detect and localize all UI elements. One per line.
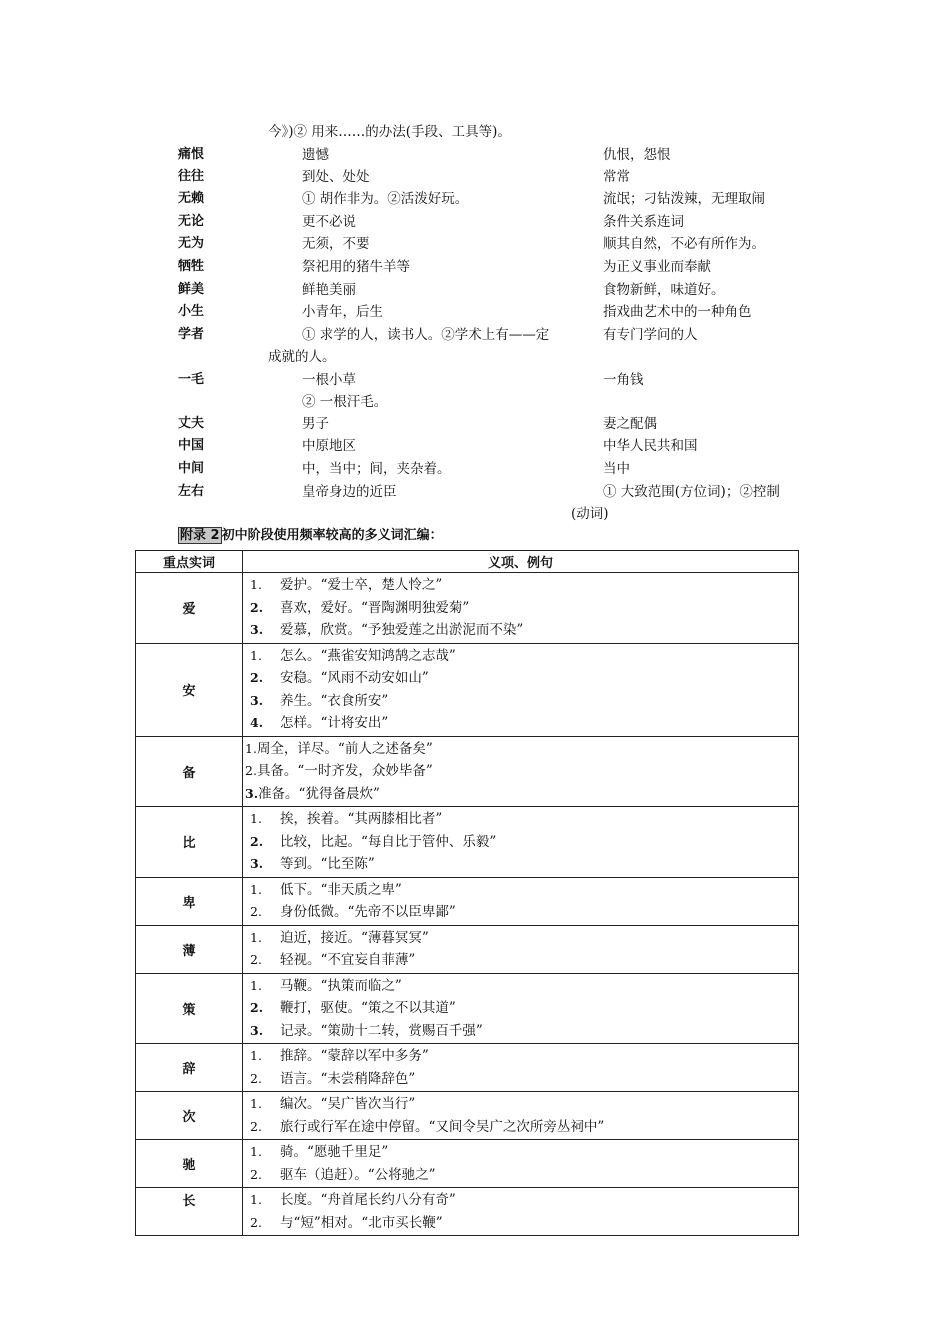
- sense-item: [250, 927, 798, 950]
- sense-number: 1.: [250, 647, 262, 663]
- sense-item: [250, 667, 798, 690]
- sense-number: 2.: [250, 1118, 262, 1134]
- sense-item: [250, 1212, 798, 1235]
- sense-item: [250, 1189, 798, 1212]
- key-word: 备: [136, 736, 243, 807]
- sense-text: 准备。“犹得备晨炊”: [258, 785, 380, 802]
- table-row: [136, 973, 799, 1044]
- sense-text: 长度。“舟首尾长约八分有奇”: [280, 1192, 456, 1208]
- vocab-word: 往往: [178, 169, 205, 184]
- key-word: 薄: [136, 925, 243, 973]
- sense-text: 具备。“一时齐发，众妙毕备”: [256, 763, 433, 779]
- sense-number: 1.: [250, 1192, 262, 1207]
- table-row: [136, 1092, 799, 1140]
- sense-number: 1.: [250, 881, 262, 897]
- vocab-word: 无论: [178, 214, 205, 229]
- vocab-new-meaning: 条件关系连词: [603, 214, 684, 230]
- sense-number: 3.: [250, 622, 264, 637]
- senses-cell: [243, 573, 799, 644]
- senses-cell: [243, 736, 799, 807]
- vocab-old-meaning: 今》)② 用来……的办法(手段、工具等)。: [268, 124, 511, 140]
- sense-text: 迫近，接近。“薄暮冥冥”: [280, 929, 429, 946]
- vocab-word: 学者: [178, 327, 205, 342]
- key-word: 长: [136, 1188, 243, 1236]
- sense-number: 4.: [250, 715, 264, 730]
- sense-number: 1.: [250, 1144, 262, 1159]
- table-row: [136, 877, 799, 925]
- sense-number: 1.: [250, 929, 262, 945]
- vocab-old-meaning-cont: 成就的人。: [268, 349, 336, 365]
- sense-text: 等到。“比至陈”: [280, 856, 375, 872]
- table-row: [136, 1140, 799, 1188]
- senses-cell: [243, 807, 799, 878]
- table-row: [136, 573, 799, 644]
- sense-item: [250, 831, 798, 854]
- sense-item: [245, 738, 798, 761]
- vocab-word: 中间: [178, 461, 205, 476]
- senses-cell: [243, 877, 799, 925]
- table-header-row: [136, 551, 799, 573]
- vocab-old-meaning: 小青年，后生: [302, 304, 383, 320]
- vocab-old-meaning: 中原地区: [302, 438, 356, 454]
- vocab-new-meaning: 食物新鲜，味道好。: [603, 282, 725, 298]
- sense-text: 养生。“衣食所安”: [280, 692, 389, 709]
- vocab-word: 左右: [178, 484, 205, 499]
- sense-text: 记录。“策勋十二转，赏赐百千强”: [280, 1022, 483, 1039]
- vocab-old-meaning: 到处、处处: [302, 169, 370, 185]
- vocab-new-meaning: 仇恨，怨恨: [603, 147, 671, 163]
- senses-cell: [243, 643, 799, 736]
- sense-item: [250, 1164, 798, 1187]
- sense-text: 骑。“愿驰千里足”: [280, 1144, 389, 1160]
- sense-text: 编次。“吴广皆次当行”: [280, 1096, 416, 1112]
- table-row: [136, 736, 799, 807]
- sense-text: 爱慕，欣赏。“予独爱莲之出淤泥而不染”: [280, 622, 524, 638]
- sense-text: 挨，挨着。“其两膝相比者”: [280, 811, 443, 827]
- vocab-new-meaning: 为正义事业而奉献: [603, 259, 711, 275]
- vocab-old-meaning: 一根小草: [302, 372, 356, 388]
- sense-number: 2.: [250, 1000, 264, 1015]
- vocab-word: 一毛: [178, 372, 205, 387]
- key-word: 次: [136, 1092, 243, 1140]
- sense-item: [250, 879, 798, 902]
- sense-text: 怎么。“燕雀安知鸿鹄之志哉”: [280, 647, 456, 664]
- vocab-word: 丈夫: [178, 416, 205, 431]
- sense-item: [250, 901, 798, 924]
- sense-text: 驱车（追赶）。“公将驰之”: [280, 1166, 436, 1183]
- vocab-old-meaning: 中，当中；间，夹杂着。: [302, 461, 451, 477]
- table-row: [136, 643, 799, 736]
- sense-text: 怎样。“计将安出”: [280, 715, 389, 731]
- sense-item: [245, 760, 798, 783]
- senses-cell: [243, 1188, 799, 1236]
- sense-item: [250, 597, 798, 620]
- sense-number: 2.: [250, 599, 264, 615]
- vocab-new-meaning: ① 大致范围(方位词)；②控制: [603, 484, 780, 500]
- key-word: 辞: [136, 1044, 243, 1092]
- vocab-old-meaning: 无须，不要: [302, 236, 370, 252]
- table-row: [136, 1044, 799, 1092]
- senses-cell: [243, 1044, 799, 1092]
- appendix-heading: [178, 527, 443, 545]
- sense-text: 推辞。“蒙辞以军中多务”: [280, 1048, 429, 1064]
- sense-item: [250, 949, 798, 972]
- vocab-old-meaning-cont: ② 一根汗毛。: [302, 394, 388, 410]
- sense-number: 1.: [250, 577, 262, 592]
- vocab-word: 无为: [178, 236, 205, 251]
- sense-number: 3.: [250, 856, 264, 871]
- sense-text: 爱护。“爱士卒，楚人怜之”: [280, 577, 443, 593]
- sense-text: 轻视。“不宜妄自菲薄”: [280, 952, 416, 968]
- sense-item: [245, 783, 798, 806]
- appendix-tag: 附录 2: [180, 528, 220, 543]
- sense-text: 低下。“非天质之卑”: [280, 881, 402, 898]
- sense-text: 语言。“未尝稍降辞色”: [280, 1070, 416, 1087]
- table-row: [136, 1188, 799, 1236]
- sense-item: [250, 1068, 798, 1091]
- vocab-old-meaning: 遗憾: [302, 147, 329, 163]
- sense-number: 2.: [250, 1214, 262, 1230]
- vocab-new-meaning: 妻之配偶: [603, 416, 657, 432]
- vocab-new-meaning: 当中: [603, 461, 630, 477]
- vocab-word: 小生: [178, 304, 205, 319]
- vocab-old-meaning: ① 求学的人，读书人。②学术上有——定: [302, 327, 550, 343]
- vocab-old-meaning: 男子: [302, 416, 329, 432]
- senses-cell: [243, 1140, 799, 1188]
- sense-number: 1.: [250, 811, 262, 826]
- sense-number: 1.: [250, 1048, 262, 1063]
- sense-item: [250, 853, 798, 876]
- sense-item: [250, 1020, 798, 1043]
- table-row: [136, 807, 799, 878]
- senses-cell: [243, 1092, 799, 1140]
- vocab-old-meaning: 鲜艳美丽: [302, 282, 356, 298]
- vocab-new-meaning: 有专门学问的人: [603, 327, 698, 343]
- senses-cell: [243, 973, 799, 1044]
- sense-number: 3.: [250, 692, 264, 708]
- vocab-word: 无赖: [178, 191, 205, 206]
- vocab-new-meaning: 指戏曲艺术中的一种角色: [603, 304, 752, 320]
- sense-text: 马鞭。“执策而临之”: [280, 977, 402, 994]
- sense-text: 周全，详尽。“前人之述备矣”: [256, 740, 433, 757]
- sense-item: [250, 1141, 798, 1164]
- vocab-old-meaning: 祭祀用的猪牛羊等: [302, 259, 410, 275]
- key-word: 驰: [136, 1140, 243, 1188]
- sense-item: [250, 1116, 798, 1139]
- vocab-word: 牺牲: [178, 259, 205, 274]
- sense-item: [250, 1045, 798, 1068]
- vocab-new-meaning: 中华人民共和国: [603, 438, 698, 454]
- sense-number: 1.: [250, 1096, 262, 1111]
- sense-number: 2.: [250, 833, 264, 849]
- sense-number: 2.: [250, 952, 262, 967]
- sense-number: 2.: [250, 904, 262, 919]
- sense-number: 1.: [245, 740, 257, 756]
- sense-text: 身份低微。“先帝不以臣卑鄙”: [280, 904, 456, 920]
- sense-item: [250, 808, 798, 831]
- appendix-title: 初中阶段使用频率较高的多义词汇编：: [221, 528, 443, 543]
- key-word: 安: [136, 643, 243, 736]
- vocab-old-meaning: 更不必说: [302, 214, 356, 230]
- key-word: 爱: [136, 573, 243, 644]
- sense-text: 与“短”相对。“北市买长鞭”: [280, 1214, 443, 1231]
- vocab-word: 痛恨: [178, 147, 205, 162]
- sense-text: 喜欢，爱好。“晋陶渊明独爱菊”: [280, 599, 470, 616]
- header-senses: 义项、例句: [243, 551, 799, 573]
- senses-cell: [243, 925, 799, 973]
- vocab-word: 中国: [178, 438, 205, 453]
- sense-number: 3.: [250, 1022, 264, 1038]
- sense-number: 2.: [250, 670, 264, 685]
- sense-text: 安稳。“风雨不动安如山”: [280, 670, 429, 686]
- sense-item: [250, 712, 798, 735]
- sense-item: [250, 997, 798, 1020]
- key-word: 策: [136, 973, 243, 1044]
- sense-number: 2.: [250, 1166, 262, 1182]
- vocab-new-meaning: 流氓；刁钻泼辣，无理取闹: [603, 191, 765, 207]
- sense-item: [250, 574, 798, 597]
- vocab-old-meaning: ① 胡作非为。②活泼好玩。: [302, 191, 469, 207]
- vocab-new-meaning: 常常: [603, 169, 630, 185]
- sense-item: [250, 619, 798, 642]
- sense-text: 比较，比起。“每自比于管仲、乐毅”: [280, 833, 497, 850]
- vocab-new-meaning: 顺其自然，不必有所作为。: [603, 236, 765, 252]
- polysemy-table: [135, 550, 799, 1236]
- sense-number: 3.: [245, 785, 259, 801]
- key-word: 比: [136, 807, 243, 878]
- sense-text: 旅行或行军在途中停留。“又间令吴广之次所旁丛祠中”: [280, 1118, 605, 1135]
- vocab-new-meaning: 一角钱: [603, 372, 644, 388]
- vocab-old-meaning: 皇帝身边的近臣: [302, 484, 397, 500]
- header-key-word: 重点实词: [136, 551, 243, 573]
- key-word: 卑: [136, 877, 243, 925]
- sense-item: [250, 1093, 798, 1116]
- sense-text: 鞭打，驱使。“策之不以其道”: [280, 1000, 456, 1016]
- vocab-new-meaning-cont: (动词): [571, 506, 609, 522]
- sense-item: [250, 975, 798, 998]
- sense-number: 2.: [245, 763, 257, 778]
- sense-number: 1.: [250, 977, 262, 993]
- vocab-word: 鲜美: [178, 282, 205, 297]
- sense-item: [250, 690, 798, 713]
- sense-number: 2.: [250, 1070, 262, 1086]
- sense-item: [250, 645, 798, 668]
- table-row: [136, 925, 799, 973]
